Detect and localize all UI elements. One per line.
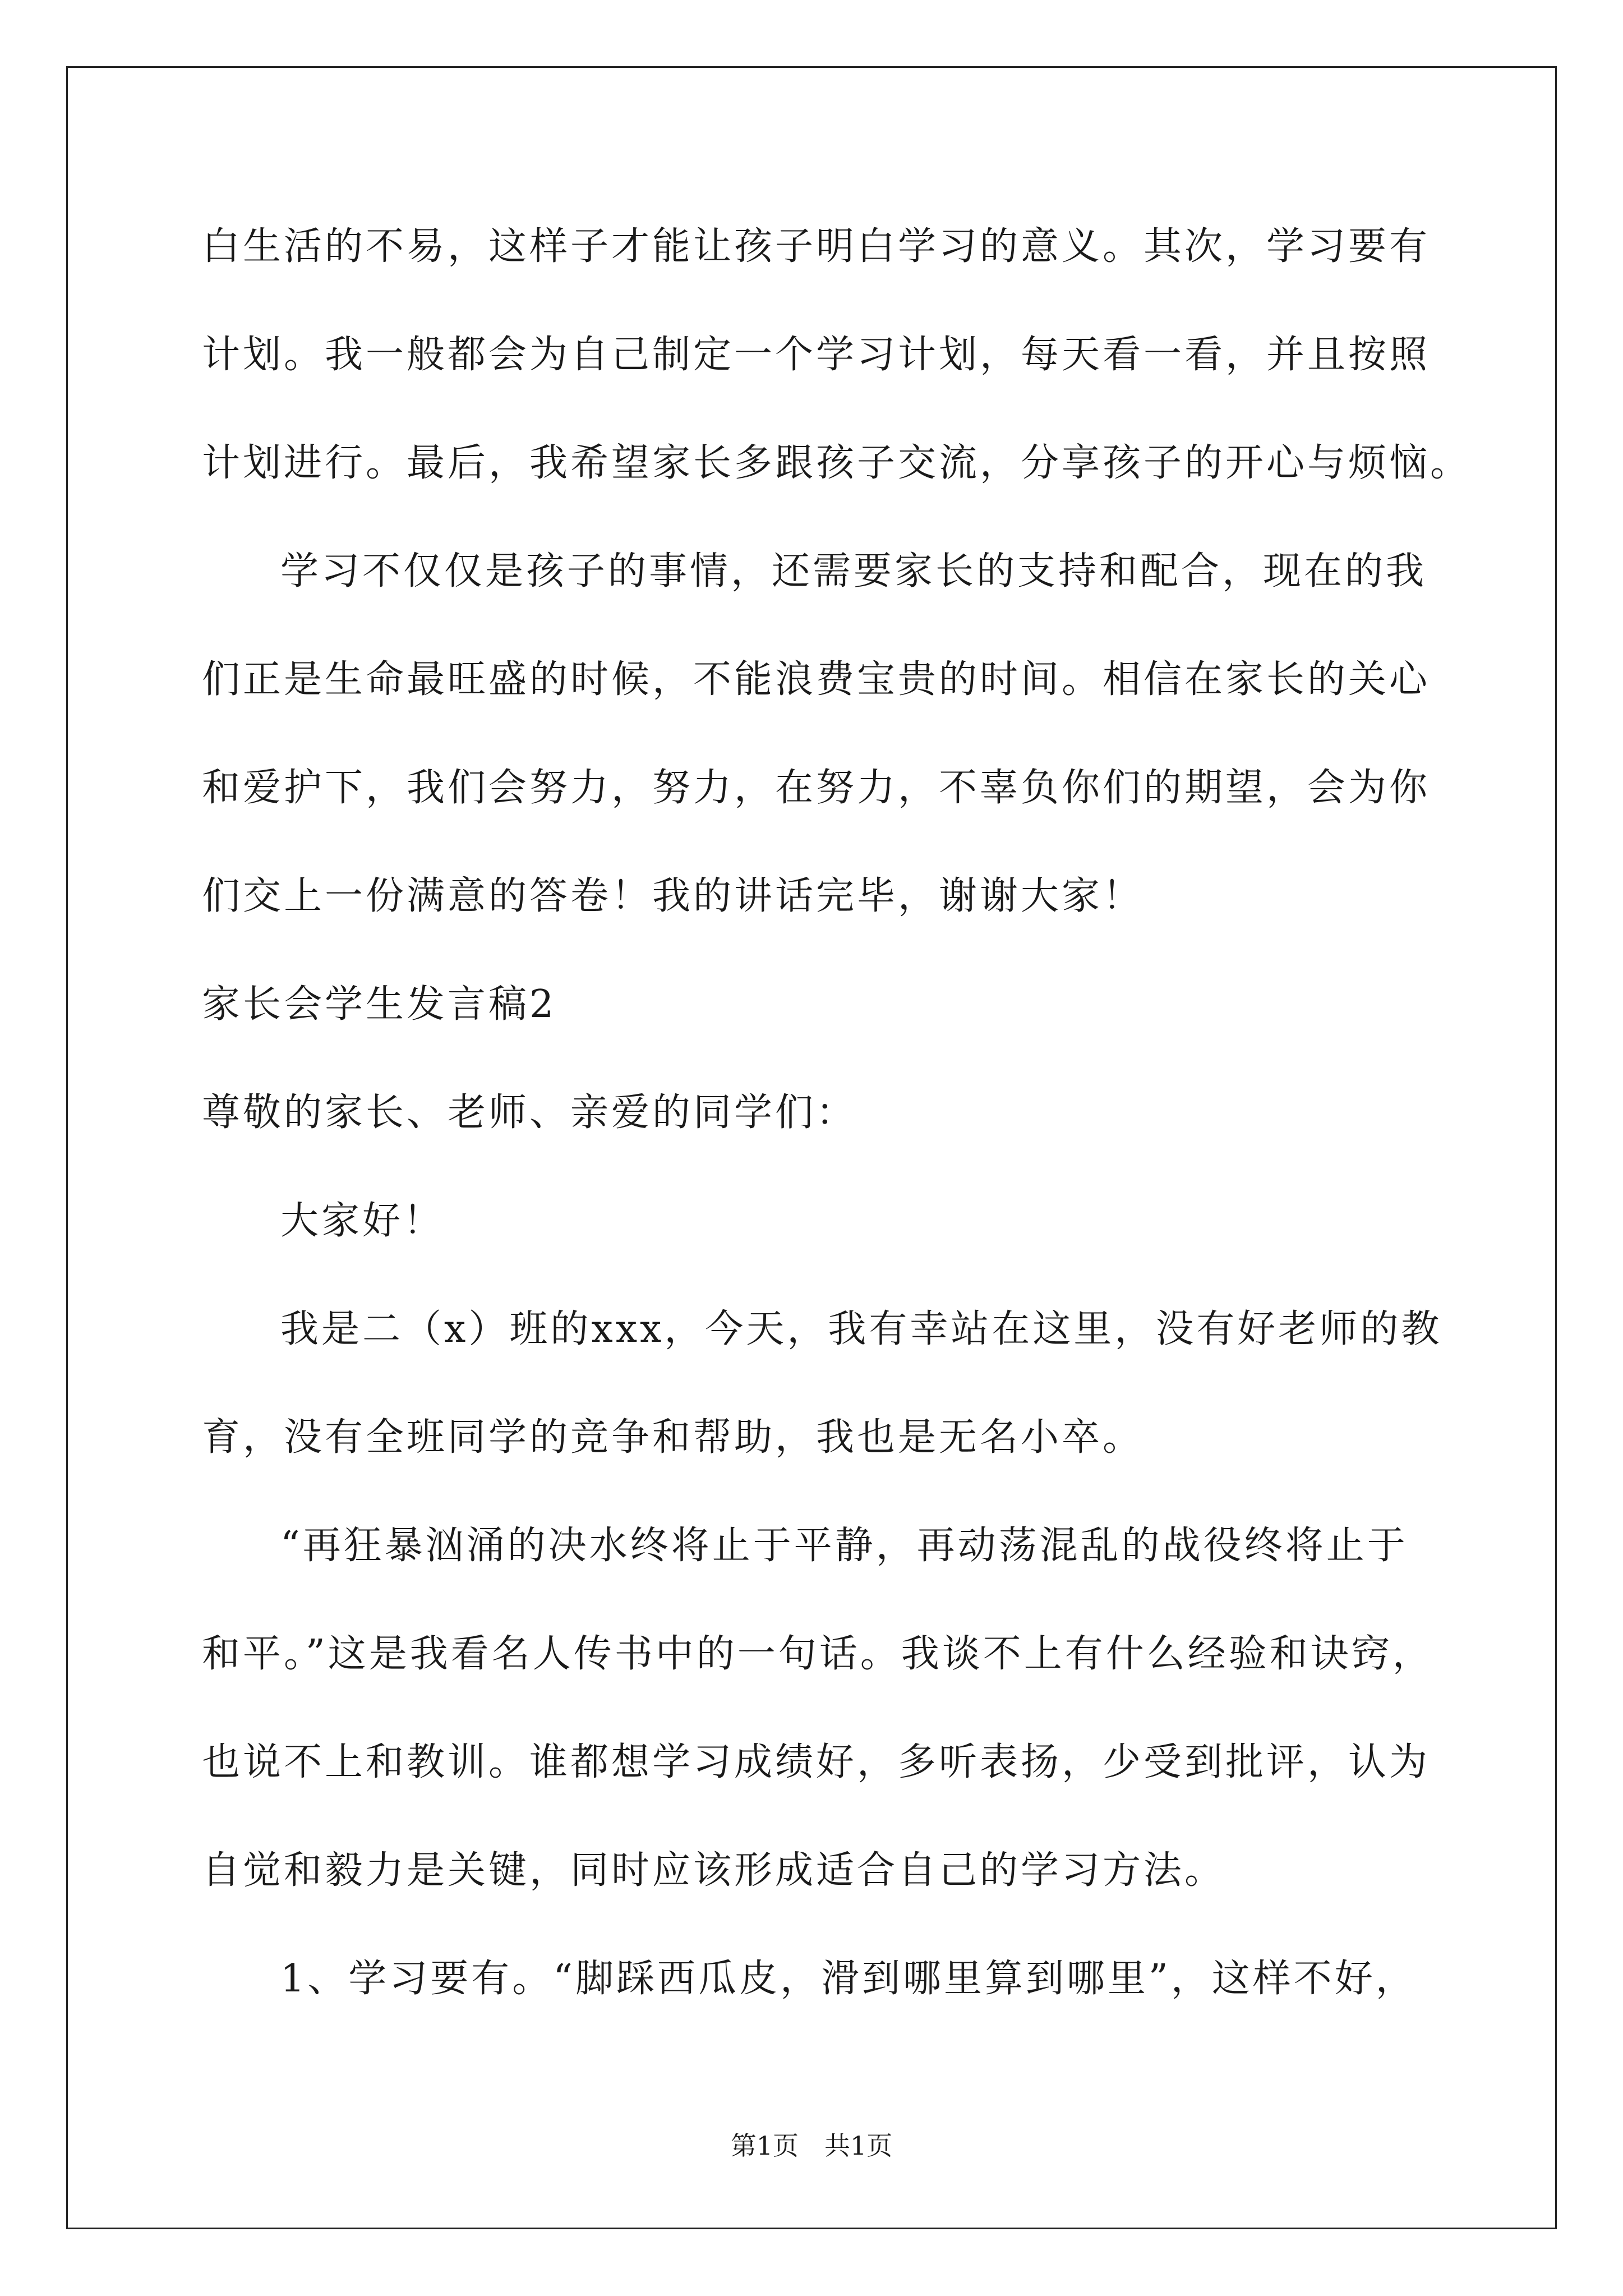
paragraph-1-line-2: 计划。我一般都会为自己制定一个学习计划，每天看一看，并且按照 [202,333,1431,377]
paragraph-quote-line-4: 自觉和毅力是关键，同时应该形成适合自己的学习方法。 [202,1848,1226,1893]
paragraph-quote-line-1: “再狂暴汹涌的决水终将止于平静，再动荡混乱的战役终将止于 [280,1524,1408,1568]
paragraph-2-line-2: 们正是生命最旺盛的时候，不能浪费宝贵的时间。相信在家长的关心 [202,657,1431,702]
salutation: 尊敬的家长、老师、亲爱的同学们： [202,1091,857,1135]
list-item-1: 1、学习要有。“脚踩西瓜皮，滑到哪里算到哪里”，这样不好， [280,1957,1417,2001]
paragraph-2-line-3: 和爱护下，我们会努力，努力，在努力，不辜负你们的期望，会为你 [202,766,1431,810]
paragraph-intro-line-2: 育，没有全班同学的竞争和帮助，我也是无名小卒。 [202,1415,1144,1460]
paragraph-1-line-3: 计划进行。最后，我希望家长多跟孩子交流，分享孩子的开心与烦恼。 [202,441,1472,485]
section-heading: 家长会学生发言稿2 [202,982,557,1027]
page-number-footer: 第1页 共1页 [730,2131,893,2161]
paragraph-intro-line-1: 我是二（x）班的xxx，今天，我有幸站在这里，没有好老师的教 [280,1307,1442,1351]
paragraph-quote-line-2: 和平。”这是我看名人传书中的一句话。我谈不上有什么经验和诀窍， [202,1632,1433,1676]
paragraph-2-line-1: 学习不仅仅是孩子的事情，还需要家长的支持和配合，现在的我 [280,549,1427,593]
paragraph-2-line-4: 们交上一份满意的答卷！我的讲话完毕，谢谢大家！ [202,874,1144,918]
page-border [66,66,1557,2229]
paragraph-1-line-1: 白生活的不易，这样子才能让孩子明白学习的意义。其次，学习要有 [202,224,1431,269]
paragraph-quote-line-3: 也说不上和教训。谁都想学习成绩好，多听表扬，少受到批评，认为 [202,1740,1431,1784]
greeting: 大家好！ [280,1199,445,1243]
